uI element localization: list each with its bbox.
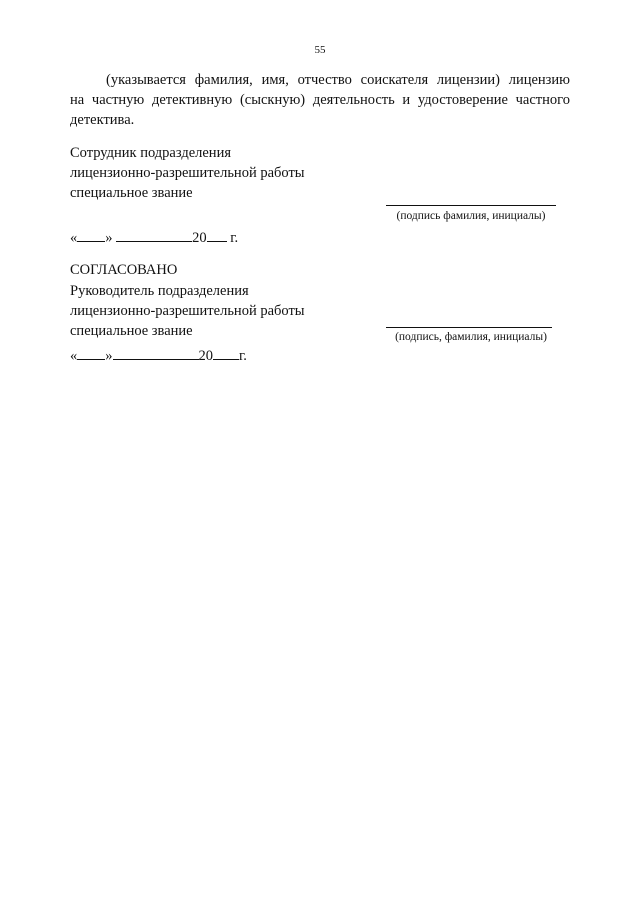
- employee-block: [70, 143, 305, 203]
- employee-title-line-3: специальное звание: [70, 185, 193, 201]
- date-open-quote: «: [70, 348, 78, 364]
- page-number: 55: [314, 44, 326, 56]
- date-close-quote: »: [105, 230, 113, 246]
- year-suffix: г.: [239, 348, 247, 364]
- approval-signature-line[interactable]: [386, 327, 552, 328]
- approval-title-line-1: Руководитель подразделения: [70, 283, 249, 299]
- approval-signature-caption: (подпись, фамилия, инициалы): [395, 331, 547, 343]
- year-blank[interactable]: [213, 347, 239, 360]
- day-blank[interactable]: [77, 229, 105, 242]
- date-open-quote: «: [70, 230, 78, 246]
- year-suffix: г.: [230, 230, 239, 246]
- employee-title-line-2: лицензионно-разрешительной работы: [70, 165, 305, 181]
- month-blank[interactable]: [113, 347, 199, 360]
- month-blank[interactable]: [116, 229, 192, 242]
- approval-title-line-3: специальное звание: [70, 323, 193, 339]
- employee-title-line-1: Сотрудник подразделения: [70, 145, 232, 161]
- approval-title-line-2: лицензионно-разрешительной работы: [70, 303, 305, 319]
- year-prefix: 20: [192, 230, 207, 246]
- approval-block: [70, 281, 305, 341]
- date-close-quote: »: [105, 348, 113, 364]
- day-blank[interactable]: [77, 347, 105, 360]
- paragraph-line-1: (указывается фамилия, имя, отчество соискателя лицензии) лицензию: [106, 72, 570, 88]
- paragraph-line-2: на частную детективную (сыскную) деятельность и удостоверение частного: [70, 92, 570, 108]
- approval-heading: СОГЛАСОВАНО: [70, 262, 178, 278]
- year-prefix: 20: [198, 348, 213, 364]
- year-blank[interactable]: [207, 229, 227, 242]
- employee-date-line: [70, 229, 238, 247]
- employee-signature-caption: (подпись фамилия, инициалы): [396, 210, 546, 222]
- paragraph-line-3: детектива.: [70, 112, 135, 128]
- approval-date-line: [70, 347, 247, 365]
- intro-paragraph: [70, 70, 570, 130]
- employee-signature-line[interactable]: [386, 205, 556, 206]
